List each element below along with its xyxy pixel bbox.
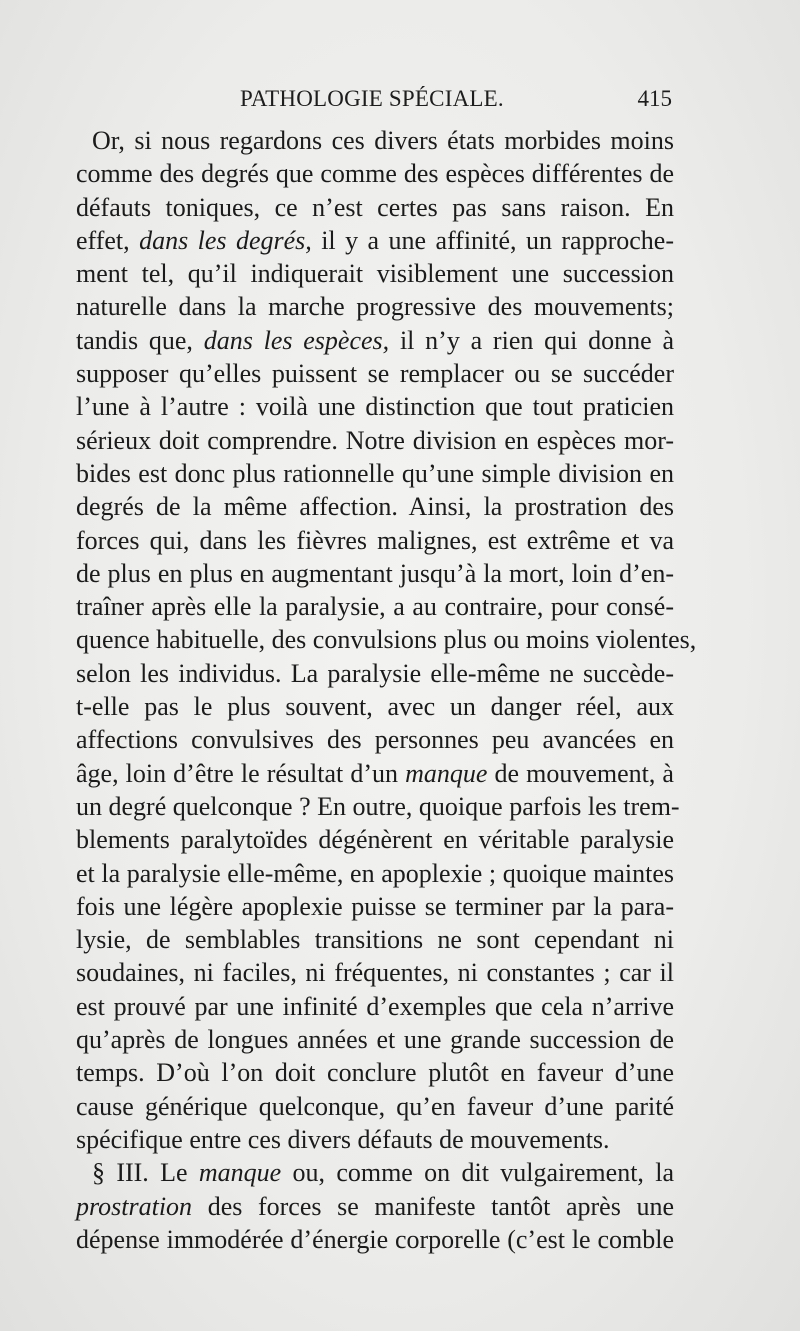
text-segment: tandis que, — [76, 325, 204, 355]
italic-text: manque — [198, 1158, 282, 1188]
text-segment: degrés de la même affection. Ainsi, la prostration des — [76, 492, 674, 522]
text-segment: qu’après de longues années et une grande succession de — [76, 1025, 674, 1055]
text-line — [76, 723, 674, 756]
text-segment: bides est donc plus rationnelle qu’une simple division en — [76, 458, 674, 488]
text-segment: Or, si nous regardons ces divers états morbides moins — [92, 126, 674, 155]
text-segment: naturelle dans la marche progressive des mouvements; — [76, 292, 674, 322]
text-line — [76, 524, 674, 557]
text-segment: sérieux doit comprendre. Notre division en espèces mor- — [76, 425, 674, 455]
text-segment: supposer qu’elles puissent se remplacer ou se succéder — [76, 359, 674, 389]
text-line — [76, 1223, 674, 1256]
text-segment: quence habituelle, des convulsions plus ou moins violentes, — [76, 625, 697, 655]
italic-text: dans les espèces, — [203, 325, 390, 355]
text-line — [76, 557, 674, 590]
text-segment: un degré quelconque ? En outre, quoique parfois les trem- — [76, 791, 680, 821]
text-segment: est prouvé par une infinité d’exemples que cela n’arrive — [76, 991, 674, 1021]
text-line — [76, 990, 674, 1023]
text-segment: § III. Le — [92, 1158, 199, 1188]
text-line — [76, 623, 697, 656]
text-line — [76, 1123, 674, 1156]
text-segment: temps. D’où l’on doit conclure plutôt en faveur d’une — [76, 1058, 674, 1088]
text-line — [76, 124, 674, 157]
text-segment: défauts toniques, ce n’est certes pas sans raison. En — [76, 192, 674, 222]
text-segment: dépense immodérée d’énergie corporelle (c’est le comble — [76, 1224, 674, 1254]
text-segment: l’une à l’autre : voilà une distinction que tout praticien — [76, 392, 674, 422]
text-segment: il n’y a rien qui donne à — [389, 325, 674, 355]
text-line — [76, 424, 674, 457]
text-segment: ou, comme on dit vulgairement, la — [281, 1158, 674, 1188]
italic-text: dans les degrés, — [139, 225, 312, 255]
page-number: 415 — [637, 86, 672, 111]
text-line — [76, 457, 674, 490]
text-segment: blements paralytoïdes dégénèrent en véritable paralysie — [76, 825, 674, 855]
text-line — [76, 823, 674, 856]
text-line — [76, 590, 674, 623]
text-segment: fois une légère apoplexie puisse se terminer par la para- — [76, 891, 674, 921]
page-header — [240, 86, 672, 120]
text-line — [76, 490, 674, 523]
text-line — [76, 390, 674, 423]
text-line — [76, 790, 680, 823]
text-segment: spécifique entre ces divers défauts de mouvements. — [76, 1124, 610, 1154]
text-segment: et la paralysie elle-même, en apoplexie ; quoique maintes — [76, 858, 674, 888]
text-line — [76, 857, 674, 890]
text-segment: affections convulsives des personnes peu avancées en — [76, 725, 674, 755]
text-line — [76, 257, 674, 290]
text-segment: ment tel, qu’il indiquerait visiblement une succession — [76, 259, 674, 289]
text-segment: comme des degrés que comme des espèces différentes de — [76, 159, 674, 189]
text-segment: soudaines, ni faciles, ni fréquentes, ni constantes ; car il — [76, 958, 674, 988]
text-line — [76, 290, 674, 323]
text-line — [76, 657, 674, 690]
text-line — [76, 1023, 674, 1056]
text-line — [76, 757, 674, 790]
text-segment: lysie, de semblables transitions ne sont cependant ni — [76, 925, 674, 955]
text-segment: il y a une affinité, un rapproche- — [311, 225, 674, 255]
text-line — [76, 890, 674, 923]
text-line — [76, 923, 674, 956]
text-line — [76, 1056, 674, 1089]
text-segment: de mouvement, à — [487, 758, 674, 788]
italic-text: manque — [405, 758, 488, 788]
text-line — [76, 956, 674, 989]
text-line — [76, 324, 674, 357]
text-line — [76, 224, 674, 257]
text-line — [76, 191, 674, 224]
text-segment: selon les individus. La paralysie elle-même ne succède- — [76, 658, 674, 688]
text-segment: de plus en plus en augmentant jusqu’à la mort, loin d’en- — [76, 558, 674, 588]
text-segment: des forces se manifeste tantôt après une — [192, 1191, 674, 1221]
text-line — [76, 690, 674, 723]
running-head: PATHOLOGIE SPÉCIALE. — [240, 86, 504, 111]
text-line — [76, 1090, 674, 1123]
body-text — [76, 124, 697, 1256]
text-segment: âge, loin d’être le résultat d’un — [76, 758, 406, 788]
text-segment: forces qui, dans les fièvres malignes, est extrême et va — [76, 525, 674, 555]
italic-text: prostration — [76, 1191, 193, 1221]
text-line — [76, 357, 674, 390]
text-segment: traîner après elle la paralysie, a au contraire, pour consé- — [76, 592, 674, 622]
text-segment: cause générique quelconque, qu’en faveur d’une parité — [76, 1091, 674, 1121]
text-segment: effet, — [76, 225, 140, 255]
text-line — [76, 157, 674, 190]
text-line — [76, 1156, 674, 1189]
text-line — [76, 1190, 674, 1223]
text-segment: t-elle pas le plus souvent, avec un danger réel, aux — [76, 692, 674, 722]
